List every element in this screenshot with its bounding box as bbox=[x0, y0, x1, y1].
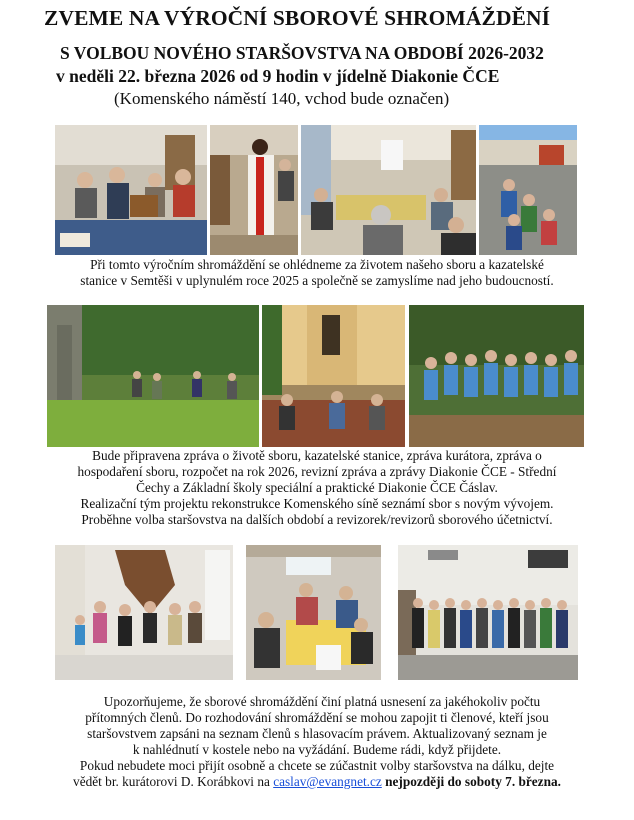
program-line-5: Proběhne volba staršovstva na dalších období a revizorek/revizorů sborového účetnictví. bbox=[81, 512, 553, 527]
photo-church-courtyard bbox=[262, 305, 405, 447]
notice-line-1: Upozorňujeme, že sborové shromáždění činí platná usnesení za jakéhokoliv počtu bbox=[103, 694, 541, 709]
date-location-line: v neděli 22. března 2026 od 9 hodin v jídelně Diakonie ČCE bbox=[56, 66, 500, 86]
program-paragraph bbox=[0, 448, 634, 528]
program-line-2: hospodaření sboru, rozpočet na rok 2026, revizní zpráva a zprávy Diakonie ČCE - Střední bbox=[77, 464, 557, 479]
program-line-3: Čechy a Základní školy speciální a praktické Diakonie ČCE Čáslav. bbox=[136, 480, 498, 495]
email-link[interactable]: caslav@evangnet.cz bbox=[273, 774, 382, 789]
notice-line-4: k nahlédnutí v kostele nebo na vyžádání. Budeme rádi, když přijdete. bbox=[132, 742, 502, 757]
notice-line-5: Pokud nebudete moci přijít osobně a chcete se zúčastnit volby staršovstva na dálku, dejte bbox=[79, 758, 555, 773]
notice-line-6 bbox=[0, 774, 634, 790]
deadline-text: nejpozději do soboty 7. března. bbox=[381, 774, 561, 789]
address-line: (Komenského náměstí 140, vchod bude označen) bbox=[114, 89, 450, 108]
photo-children-outdoors bbox=[479, 125, 577, 255]
photo-children-with-tree bbox=[55, 545, 233, 680]
photo-pastor-service bbox=[210, 125, 298, 255]
notice-paragraph bbox=[0, 694, 634, 790]
photo-children-crafts bbox=[246, 545, 381, 680]
intro-line-2: stanice v Semtěši v uplynulém roce 2025 a společně se zamyslíme nad jeho budoucností. bbox=[80, 273, 554, 288]
photo-meeting-room bbox=[301, 125, 476, 255]
program-line-1: Bude připravena zpráva o životě sboru, kazatelské stanice, zpráva kurátora, zpráva o bbox=[92, 448, 542, 463]
notice-line-3: staršovstvem zapsáni na seznam členů s hlasovacím právem. Aktualizovaný seznam je bbox=[87, 726, 547, 741]
contact-text: vědět br. kurátorovi D. Korábkovi na bbox=[73, 774, 274, 789]
title: ZVEME NA VÝROČNÍ SBOROVÉ SHROMÁŽDĚNÍ bbox=[44, 6, 551, 30]
program-line-4: Realizační tým projektu rekonstrukce Komenského síně seznámí sbor s novým vývojem. bbox=[80, 496, 554, 511]
intro-line-1: Při tomto výročním shromáždění se ohlédneme za životem našeho sboru a kazatelské bbox=[90, 257, 544, 272]
photo-group-by-building bbox=[398, 545, 578, 680]
intro-paragraph bbox=[0, 257, 634, 289]
notice-line-2: přítomných členů. Do rozhodování shromáždění se mohou zapojit ti členové, kteří jsou bbox=[85, 710, 549, 725]
photo-elderly-congregation bbox=[55, 125, 207, 255]
subtitle-election: S VOLBOU NOVÉHO STARŠOVSTVA NA OBDOBÍ 2026-2032 bbox=[60, 43, 544, 63]
photo-garden-gathering bbox=[47, 305, 259, 447]
photo-group-children-outdoor bbox=[409, 305, 584, 447]
